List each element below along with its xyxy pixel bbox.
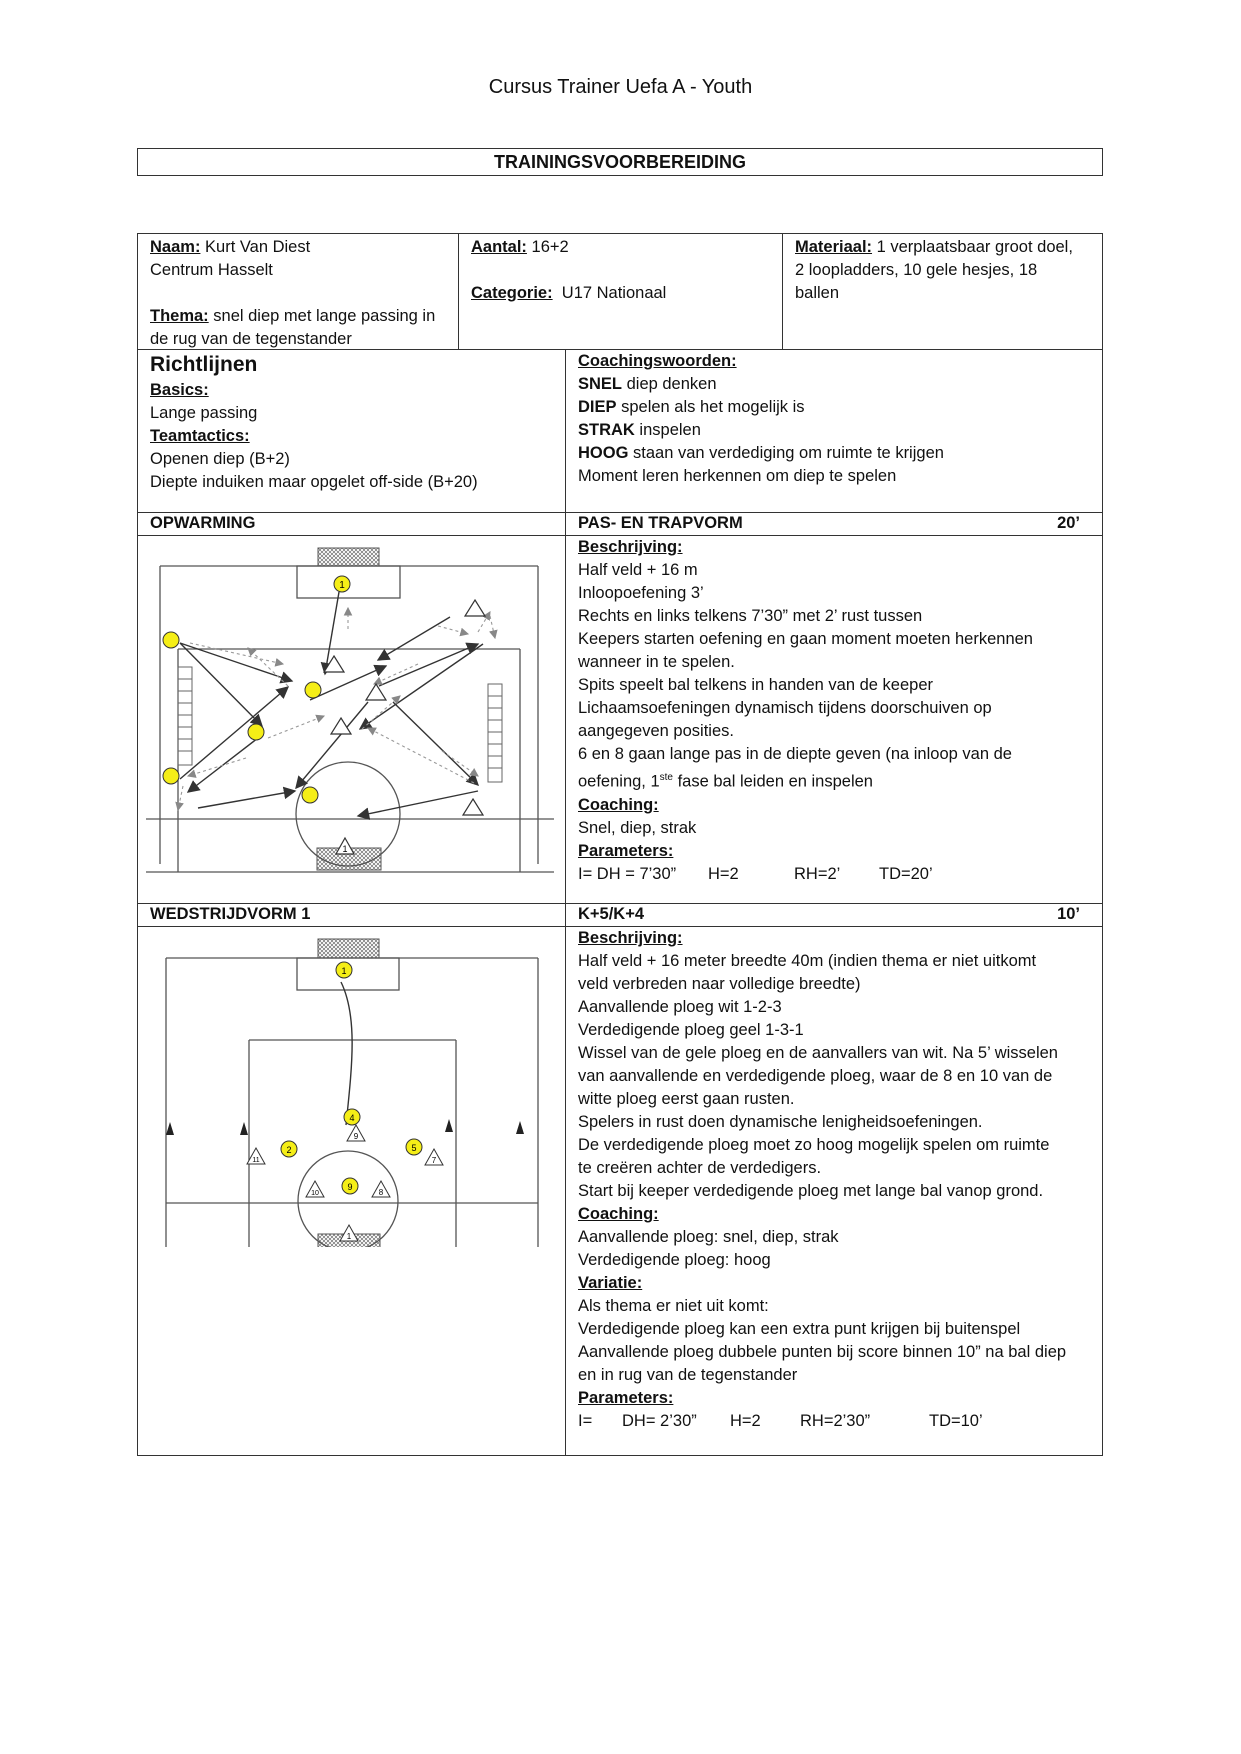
coaching-words-cell	[565, 349, 1103, 513]
wedstrijdvorm-diagram-cell	[137, 926, 566, 1456]
keeper-marker-top	[334, 576, 350, 592]
player-white-8	[372, 1181, 390, 1197]
player-white-7	[425, 1149, 443, 1165]
materiaal-value-3: ballen	[795, 284, 840, 302]
categorie-label: Categorie:	[471, 284, 553, 302]
player-yellow-9	[342, 1178, 358, 1194]
wedstrijdvorm-line: van aanvallende en verdedigende ploeg, waar de 8 en 10 van de	[578, 1067, 1053, 1085]
categorie-value: U17 Nationaal	[561, 284, 667, 302]
naam-label: Naam:	[150, 238, 201, 256]
svg-text:1: 1	[341, 966, 347, 976]
svg-text:7: 7	[431, 1156, 437, 1165]
opwarming-parameters: I= DH = 7’30” H=2 RH=2’ TD=20’	[578, 864, 933, 883]
svg-text:2: 2	[286, 1145, 292, 1155]
teamtactics-item-2: Diepte induiken maar opgelet off-side (B+20)	[150, 473, 478, 491]
player-white-11	[247, 1148, 265, 1164]
wedstrijdvorm-header: WEDSTRIJDVORM 1	[137, 903, 566, 927]
svg-text:9: 9	[347, 1182, 353, 1192]
teamtactics-label: Teamtactics:	[150, 427, 250, 445]
basics-label: Basics:	[150, 381, 209, 399]
coaching-word-1: SNEL diep denken	[578, 375, 717, 393]
wedstrijdvorm-line: De verdedigende ploeg moet zo hoog mogelijk spelen om ruimte	[578, 1136, 1050, 1154]
wedstrijdvorm-text-cell	[565, 926, 1103, 1456]
opwarming-line: wanneer in te spelen.	[578, 653, 735, 671]
player-white-9-top	[347, 1125, 365, 1141]
wedstrijdvorm-coaching-line: Verdedigende ploeg: hoog	[578, 1251, 771, 1269]
materiaal-label: Materiaal:	[795, 238, 873, 256]
long-ball-curve	[341, 982, 355, 1125]
wedstrijdvorm-line: Spelers in rust doen dynamische lenigheidsoefeningen.	[578, 1113, 983, 1131]
opwarming-line: oefening, 1ste fase bal leiden en inspelen	[578, 772, 873, 791]
richtlijnen-cell	[137, 349, 566, 513]
svg-text:11: 11	[252, 1157, 260, 1164]
wedstrijdvorm-line: Verdedigende ploeg geel 1-3-1	[578, 1021, 804, 1039]
wedstrijdvorm-line: Aanvallende ploeg wit 1-2-3	[578, 998, 782, 1016]
opwarming-parameters-label: Parameters:	[578, 841, 674, 860]
field-lines	[146, 566, 554, 872]
wedstrijdvorm-parameters: I= DH= 2’30” H=2 RH=2’30” TD=10’	[578, 1412, 983, 1430]
wedstrijdvorm-line: te creëren achter de verdedigers.	[578, 1159, 822, 1177]
wedstrijdvorm-coaching-label: Coaching:	[578, 1205, 659, 1223]
opwarming-line: Spits speelt bal telkens in handen van de keeper	[578, 676, 933, 694]
wedstrijdvorm-line: witte ploeg eerst gaan rusten.	[578, 1090, 795, 1108]
opwarming-line: Half veld + 16 m	[578, 561, 698, 579]
yellow-players	[163, 632, 321, 803]
opwarming-line: aangegeven posities.	[578, 722, 734, 740]
svg-text:5: 5	[411, 1143, 417, 1153]
club-value: Centrum Hasselt	[150, 261, 273, 279]
materiaal-value-2: 2 loopladders, 10 gele hesjes, 18	[795, 261, 1038, 279]
wedstrijdvorm-variatie-line: en in rug van de tegenstander	[578, 1366, 798, 1384]
player-yellow-5	[406, 1139, 422, 1155]
opwarming-line: Keepers starten oefening en gaan moment moeten herkennen	[578, 630, 1033, 648]
keeper-marker-bottom: 1	[342, 844, 348, 854]
info-naam-cell	[137, 233, 459, 350]
k5k4-header: K+5/K+4 10’	[565, 903, 1103, 927]
svg-text:8: 8	[378, 1188, 384, 1197]
wedstrijdvorm-duration: 10’	[1057, 905, 1080, 923]
opwarming-diagram	[138, 536, 564, 902]
opwarming-line: Rechts en links telkens 7’30” met 2’ rust tussen	[578, 607, 923, 625]
thema-value: snel diep met lange passing in	[213, 307, 436, 325]
player-yellow-4	[344, 1109, 360, 1125]
teamtactics-item-1: Openen diep (B+2)	[150, 450, 290, 468]
player-white-10	[306, 1181, 324, 1197]
pass-arrows	[180, 592, 483, 816]
aantal-label: Aantal:	[471, 238, 527, 256]
svg-text:1: 1	[339, 580, 345, 591]
opwarming-line: Inloopoefening 3’	[578, 584, 704, 602]
wedstrijdvorm-variatie-label: Variatie:	[578, 1274, 643, 1292]
svg-text:9: 9	[353, 1132, 359, 1141]
wedstrijdvorm-variatie-line: Verdedigende ploeg kan een extra punt krijgen bij buitenspel	[578, 1320, 1021, 1338]
thema-value-cont: de rug van de tegenstander	[150, 330, 352, 348]
thema-label: Thema:	[150, 307, 209, 325]
wedstrijdvorm-line: veld verbreden naar volledige breedte)	[578, 975, 861, 993]
materiaal-value: 1 verplaatsbaar groot doel,	[876, 238, 1073, 256]
keeper-yellow	[336, 962, 352, 978]
svg-text:1: 1	[346, 1232, 352, 1241]
naam-value: Kurt Van Diest	[205, 238, 311, 256]
opwarming-coaching-label: Coaching:	[578, 795, 659, 814]
svg-text:10: 10	[311, 1190, 319, 1197]
richtlijnen-title: Richtlijnen	[150, 353, 258, 376]
opwarming-line: 6 en 8 gaan lange pas in de diepte geven (na inloop van de	[578, 745, 1012, 763]
wedstrijdvorm-variatie-line: Als thema er niet uit komt:	[578, 1297, 769, 1315]
wedstrijdvorm-line: Half veld + 16 meter breedte 40m (indien thema er niet uitkomt	[578, 952, 1037, 970]
ladder-left-icon	[178, 667, 192, 765]
wedstrijdvorm-line: Wissel van de gele ploeg en de aanvallers van wit. Na 5’ wisselen	[578, 1044, 1058, 1062]
opwarming-line: Lichaamsoefeningen dynamisch tijdens doorschuiven op	[578, 699, 992, 717]
wedstrijdvorm-beschrijving-label: Beschrijving:	[578, 929, 683, 947]
opwarming-duration: 20’	[1057, 514, 1080, 532]
run-arrows	[178, 608, 495, 810]
opwarming-text-cell	[565, 535, 1103, 904]
svg-text:4: 4	[349, 1113, 355, 1123]
wedstrijdvorm-diagram	[138, 927, 564, 1247]
ladder-right-icon	[488, 684, 502, 782]
document-title: TRAININGSVOORBEREIDING	[137, 148, 1103, 176]
opwarming-diagram-cell	[137, 535, 566, 904]
wedstrijdvorm-coaching-line: Aanvallende ploeg: snel, diep, strak	[578, 1228, 839, 1246]
coaching-word-3: STRAK inspelen	[578, 421, 701, 439]
wedstrijdvorm-variatie-line: Aanvallende ploeg dubbele punten bij score binnen 10” na bal diep	[578, 1343, 1067, 1361]
field-lines-2	[166, 958, 538, 1247]
coaching-words-label: Coachingswoorden:	[578, 352, 737, 370]
aantal-value: 16+2	[531, 238, 569, 256]
basics-value: Lange passing	[150, 404, 258, 422]
opwarming-header: OPWARMING	[137, 512, 566, 536]
opwarming-coaching-value: Snel, diep, strak	[578, 818, 697, 837]
white-players	[324, 600, 485, 854]
coaching-word-5: Moment leren herkennen om diep te spelen	[578, 467, 897, 485]
opwarming-beschrijving-label: Beschrijving:	[578, 538, 683, 556]
wedstrijdvorm-line: Start bij keeper verdedigende ploeg met lange bal vanop grond.	[578, 1182, 1044, 1200]
player-yellow-2	[281, 1141, 297, 1157]
pas-trapvorm-header: PAS- EN TRAPVORM 20’	[565, 512, 1103, 536]
page-header: Cursus Trainer Uefa A - Youth	[488, 76, 753, 98]
coaching-word-4: HOOG staan van verdediging om ruimte te krijgen	[578, 444, 944, 462]
coaching-word-2: DIEP spelen als het mogelijk is	[578, 398, 805, 416]
keeper-white	[340, 1225, 358, 1241]
info-aantal-cell	[458, 233, 783, 350]
info-materiaal-cell	[782, 233, 1103, 350]
wedstrijdvorm-parameters-label: Parameters:	[578, 1389, 674, 1407]
